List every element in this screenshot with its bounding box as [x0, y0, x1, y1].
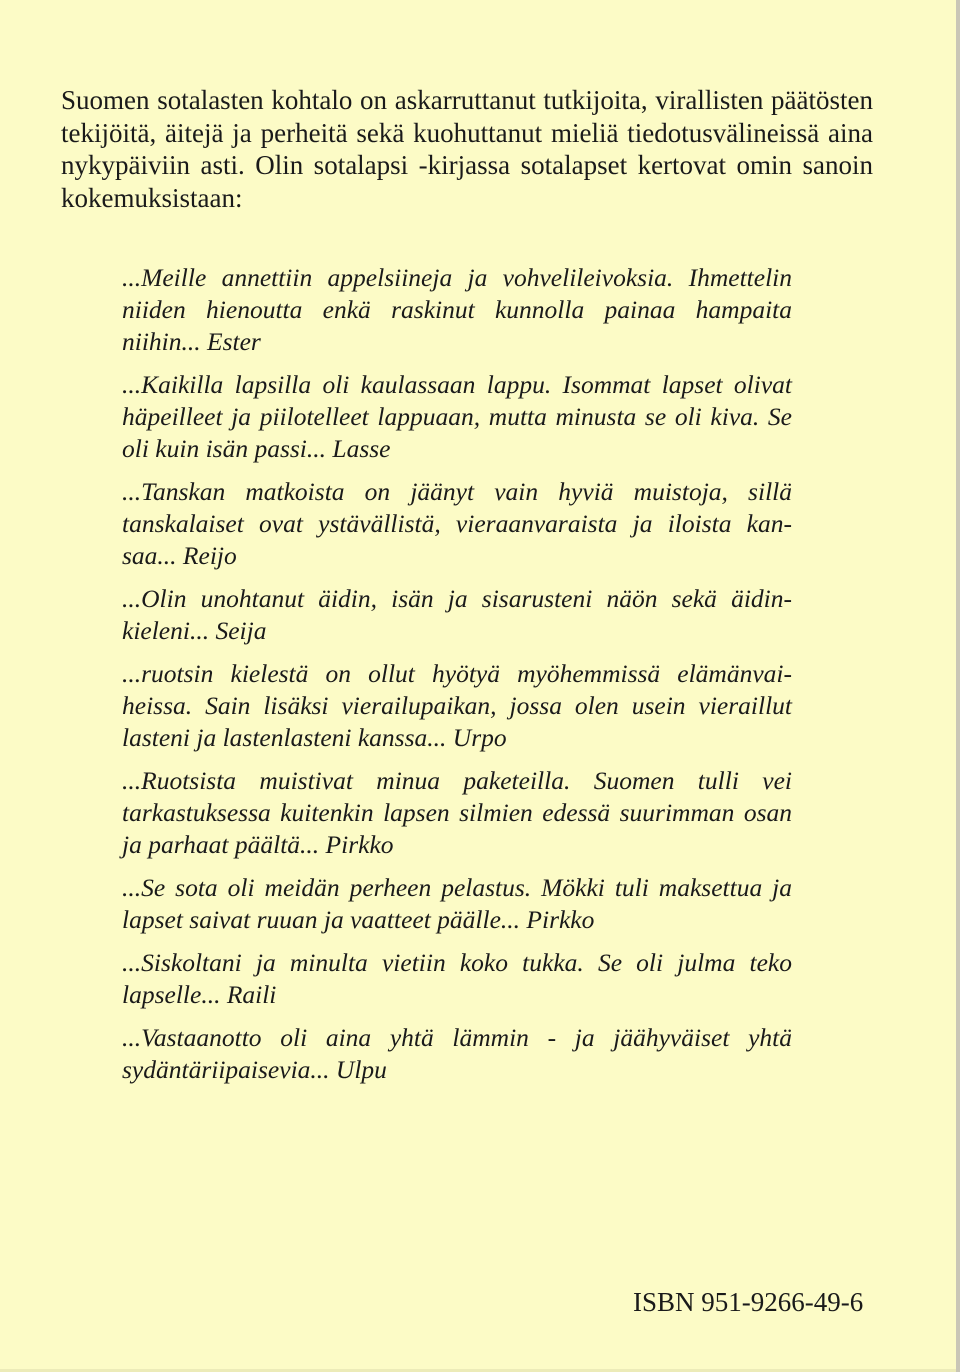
- quote-ulpu: ...Vastaanotto oli aina yhtä lämmin - ja jäähyväiset yhtä sydäntäriipaisevia... Ulpu: [122, 1023, 792, 1084]
- quote-pirkko-1: ...Ruotsista muistivat minua paketeilla. Suomen tulli vei tarkastuksessa kuitenkin lapsen silmien edessä suurimman osan ja parhaat päältä... Pirkko: [122, 766, 792, 859]
- intro-paragraph: Suomen sotalasten kohtalo on askarruttanut tutkijoita, virallisten päätösten tekijöitä, äitejä ja perheitä sekä kuohuttanut mieliä tiedotusvälineissä aina nykypäiviin asti. Olin sotalapsi -kirjassa sotalapset kertovat omin sanoin kokemuksistaan:: [61, 85, 873, 213]
- quote-lasse: ...Kaikilla lapsilla oli kaulassaan lappu. Isommat lapset olivat häpeilleet ja piilotelleet lappuaan, mutta minusta se oli kiva. Se oli kuin isän passi... Lasse: [122, 370, 792, 463]
- quote-urpo: ...ruotsin kielestä on ollut hyötyä myöhemmissä elämänvai-heissa. Sain lisäksi vierailupaikan, jossa olen usein vieraillut lasteni ja lastenlasteni kanssa... Urpo: [122, 659, 792, 752]
- quote-reijo: ...Tanskan matkoista on jäänyt vain hyviä muistoja, sillä tanskalaiset ovat ystävällistä, vieraanvaraista ja iloista kan-saa... Reijo: [122, 477, 792, 570]
- quote-raili: ...Siskoltani ja minulta vietiin koko tukka. Se oli julma teko lapselle... Raili: [122, 948, 792, 1009]
- quote-pirkko-2: ...Se sota oli meidän perheen pelastus. Mökki tuli maksettua ja lapset saivat ruuan ja vaatteet päälle... Pirkko: [122, 873, 792, 934]
- quote-seija: ...Olin unohtanut äidin, isän ja sisarusteni näön sekä äidin-kieleni... Seija: [122, 584, 792, 645]
- scan-edge: [956, 0, 960, 1372]
- quotes-list: [122, 262, 792, 1097]
- quote-ester: ...Meille annettiin appelsiineja ja vohvelileivoksia. Ihmettelin niiden hienoutta enkä raskinut kunnolla painaa hampaita niihin... Ester: [122, 263, 792, 356]
- isbn-number: ISBN 951-9266-49-6: [633, 1287, 864, 1317]
